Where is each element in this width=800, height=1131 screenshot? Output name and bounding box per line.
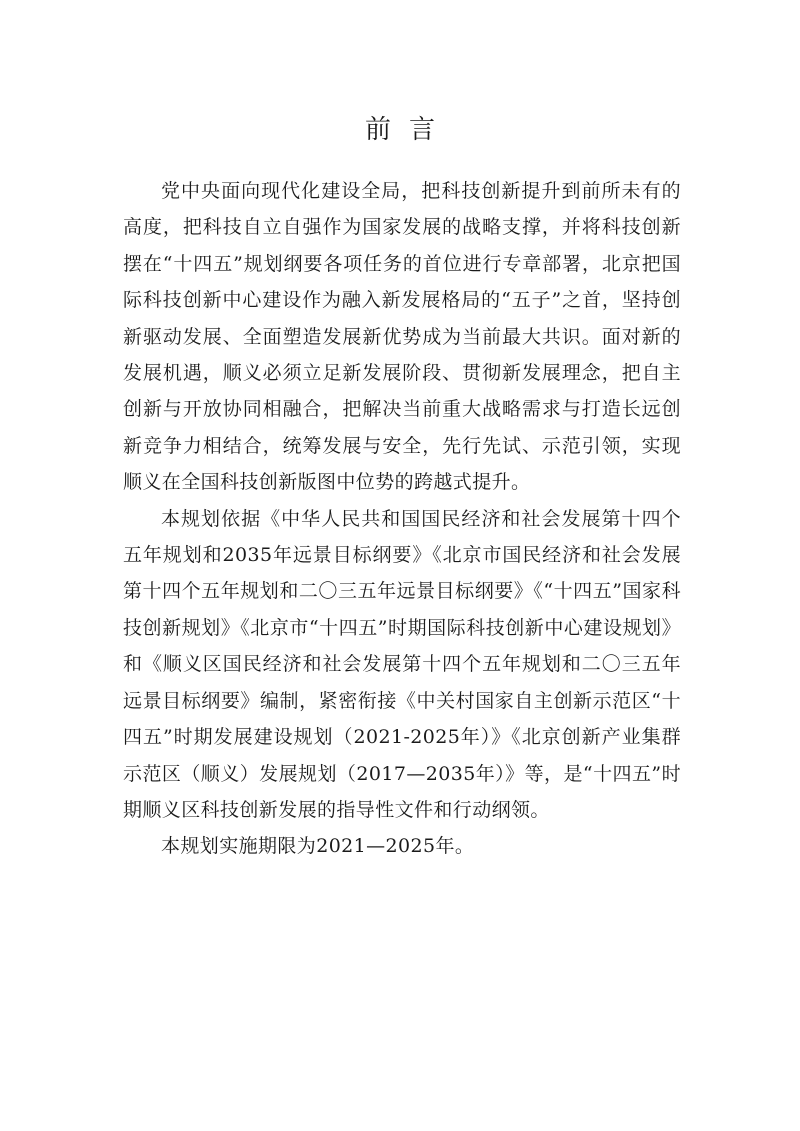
paragraph-period: 本规划实施期限为2021—2025年。 xyxy=(161,835,475,858)
paragraph-intro: 党中央面向现代化建设全局，把科技创新提升到前所未有的高度，把科技自立自强作为国家发展的战略支撑，并将科技创新摆在“十四五”规划纲要各项任务的首位进行专章部署，北京把国际科技创新中心建设作为融入新发展格局的“五子”之首，坚持创新驱动发展、全面塑造发展新优势成为当前最大共识。面对新的发展机遇，顺义必须立足新发展阶段、贯彻新发展理念，把自主创新与开放协同相融合，把解决当前重大战略需求与打造长远创新竞争力相结合，统筹发展与安全，先行先试、示范引领，实现顺义在全国科技创新版图中位势的跨越式提升。 xyxy=(123,180,681,494)
page-title: 前言 xyxy=(364,115,453,145)
paragraph-basis: 本规划依据《中华人民共和国国民经济和社会发展第十四个五年规划和2035年远景目标纲要》《北京市国民经济和社会发展第十四个五年规划和二〇三五年远景目标纲要》《“十四五”国家科技创新规划》《北京市“十四五”时期国际科技创新中心建设规划》和《顺义区国民经济和社会发展第十四个五年规划和二〇三五年远景目标纲要》编制，紧密衔接《中关村国家自主创新示范区“十四五”时期发展建设规划（2021-2025年）》《北京创新产业集群示范区（顺义）发展规划（2017—2035年）》等，是“十四五”时期顺义区科技创新发展的指导性文件和行动纲领。 xyxy=(123,507,681,821)
document-body xyxy=(123,173,681,865)
